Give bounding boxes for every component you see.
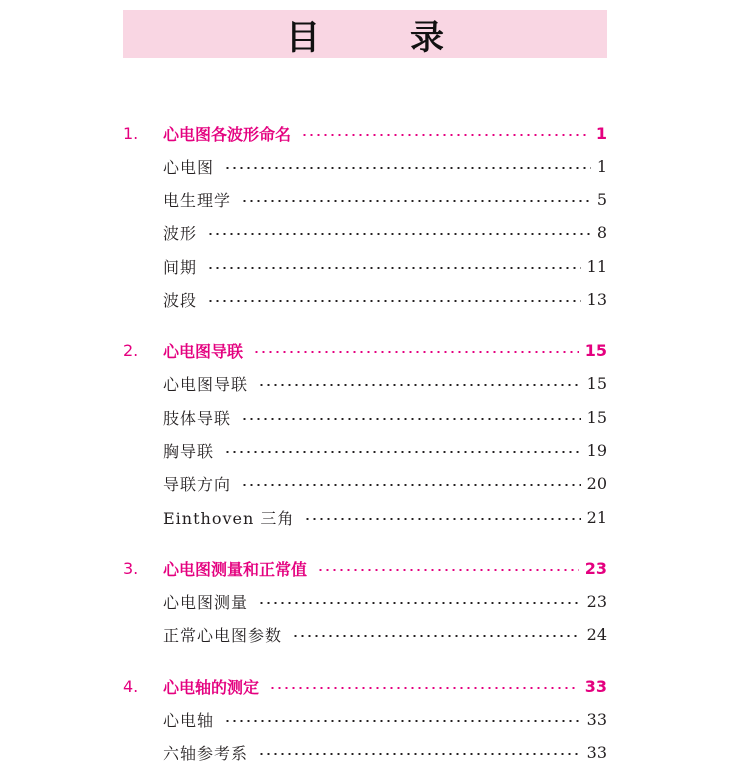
toc-chapter-entry[interactable] xyxy=(123,337,607,363)
toc-section-entry[interactable] xyxy=(123,504,607,530)
toc-page-number: 13 xyxy=(586,289,607,309)
toc-section-entry[interactable] xyxy=(123,588,607,614)
toc-page-number: 11 xyxy=(586,256,607,276)
toc-entry-number: 1. xyxy=(123,123,139,143)
toc-chapter-entry[interactable] xyxy=(123,120,607,146)
toc-page-number: 20 xyxy=(586,473,607,493)
toc-entry-label: 心电轴的测定 xyxy=(163,677,260,697)
toc-chapter-entry[interactable] xyxy=(123,673,607,699)
toc-page-number: 33 xyxy=(584,676,607,696)
toc-section-entry[interactable] xyxy=(123,621,607,647)
toc-section-entry[interactable] xyxy=(123,739,607,765)
toc-page-number: 5 xyxy=(596,189,607,209)
toc-page-number: 19 xyxy=(586,440,607,460)
toc-entry-number: 4. xyxy=(123,676,139,696)
toc-section-entry[interactable] xyxy=(123,404,607,430)
toc-section-entry[interactable] xyxy=(123,370,607,396)
toc-page-number: 23 xyxy=(586,591,607,611)
toc-entry-label: Einthoven 三角 xyxy=(163,508,295,528)
toc-page-number: 1 xyxy=(596,156,607,176)
dot-leader xyxy=(224,451,581,453)
toc-entry-label: 心电图导联 xyxy=(163,341,244,361)
dot-leader xyxy=(241,418,581,420)
dot-leader xyxy=(301,134,590,136)
toc-entry-label: 心电图测量和正常值 xyxy=(163,559,308,579)
toc-page-number: 8 xyxy=(596,222,607,242)
toc-page-number: 1 xyxy=(595,123,607,143)
dot-leader xyxy=(224,720,581,722)
toc-entry-label: 肢体导联 xyxy=(163,408,232,428)
toc-entry-label: 心电轴 xyxy=(163,710,215,730)
dot-leader xyxy=(207,267,581,269)
dot-leader xyxy=(317,569,579,571)
toc-section-entry[interactable] xyxy=(123,219,607,245)
toc-section-entry[interactable] xyxy=(123,470,607,496)
toc-page-number: 23 xyxy=(584,558,607,578)
toc-entry-label: 六轴参考系 xyxy=(163,743,249,763)
toc-section-entry[interactable] xyxy=(123,286,607,312)
toc-entry-label: 心电图测量 xyxy=(163,592,249,612)
toc-page-number: 15 xyxy=(584,340,607,360)
dot-leader xyxy=(304,518,580,520)
dot-leader xyxy=(292,635,581,637)
toc-page-number: 21 xyxy=(586,507,607,527)
toc-section-entry[interactable] xyxy=(123,186,607,212)
toc-entry-number: 3. xyxy=(123,558,139,578)
page-title-char-2: 录 xyxy=(410,17,444,58)
toc-entry-label: 心电图导联 xyxy=(163,374,249,394)
toc-page-number: 15 xyxy=(586,407,607,427)
toc-section-entry[interactable] xyxy=(123,437,607,463)
toc-page-number: 24 xyxy=(586,624,607,644)
page-title-char-1: 目 xyxy=(286,17,320,58)
toc-page-number: 15 xyxy=(586,373,607,393)
toc-page-number: 33 xyxy=(586,709,607,729)
dot-leader xyxy=(224,167,591,169)
toc-section-entry[interactable] xyxy=(123,706,607,732)
toc-entry-label: 心电图各波形命名 xyxy=(163,124,292,144)
toc-section-entry[interactable] xyxy=(123,253,607,279)
toc-entry-label: 心电图 xyxy=(163,157,215,177)
dot-leader xyxy=(258,384,581,386)
toc-entry-label: 胸导联 xyxy=(163,441,215,461)
toc-chapter-entry[interactable] xyxy=(123,555,607,581)
dot-leader xyxy=(258,602,581,604)
toc-entry-label: 电生理学 xyxy=(163,190,232,210)
dot-leader xyxy=(207,233,591,235)
toc-page-number: 33 xyxy=(586,742,607,762)
toc-entry-number: 2. xyxy=(123,340,139,360)
dot-leader xyxy=(241,484,581,486)
toc-entry-label: 间期 xyxy=(163,257,198,277)
dot-leader xyxy=(269,687,579,689)
toc-entry-label: 波段 xyxy=(163,290,198,310)
toc-entry-label: 波形 xyxy=(163,223,198,243)
toc-entry-label: 正常心电图参数 xyxy=(163,625,283,645)
toc-entry-label: 导联方向 xyxy=(163,474,232,494)
dot-leader xyxy=(258,753,581,755)
toc-section-entry[interactable] xyxy=(123,153,607,179)
dot-leader xyxy=(207,300,581,302)
dot-leader xyxy=(253,351,579,353)
dot-leader xyxy=(241,200,591,202)
